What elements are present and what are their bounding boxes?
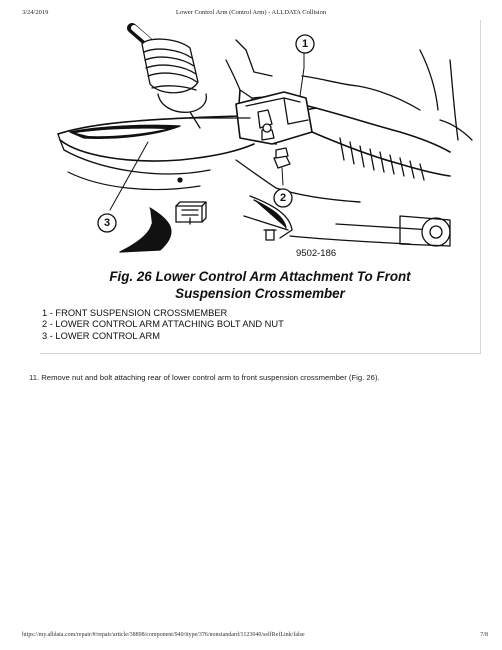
figure-title-line-1: Fig. 26 Lower Control Arm Attachment To Front <box>109 269 411 284</box>
page-header-date: 3/24/2019 <box>22 9 49 16</box>
page-header-title: Lower Control Arm (Control Arm) - ALLDATA Collision <box>175 9 327 16</box>
part-number: 9502-186 <box>296 248 337 259</box>
footer-page-number: 7/8 <box>480 632 488 638</box>
figure-title <box>40 268 480 302</box>
footer-url: https://my.alldata.com/repair/#/repair/article/38898/component/940/itype/376/nonstandard/1123040/selfRefLink/false <box>22 632 305 638</box>
legend-item: 2 - LOWER CONTROL ARM ATTACHING BOLT AND NUT <box>42 319 284 330</box>
step-instruction: 11. Remove nut and bolt attaching rear of lower control arm to front suspension crossmember (Fig. 26). <box>29 373 380 382</box>
callout-1: 1 <box>301 38 309 50</box>
figure-container <box>40 20 481 354</box>
legend-item: 1 - FRONT SUSPENSION CROSSMEMBER <box>42 308 228 318</box>
legend-item: 3 - LOWER CONTROL ARM <box>42 330 160 341</box>
figure-title-line-2: Suspension Crossmember <box>175 286 345 301</box>
callout-2: 2 <box>279 192 287 204</box>
figure-legend <box>42 308 284 342</box>
callout-3: 3 <box>103 217 111 229</box>
